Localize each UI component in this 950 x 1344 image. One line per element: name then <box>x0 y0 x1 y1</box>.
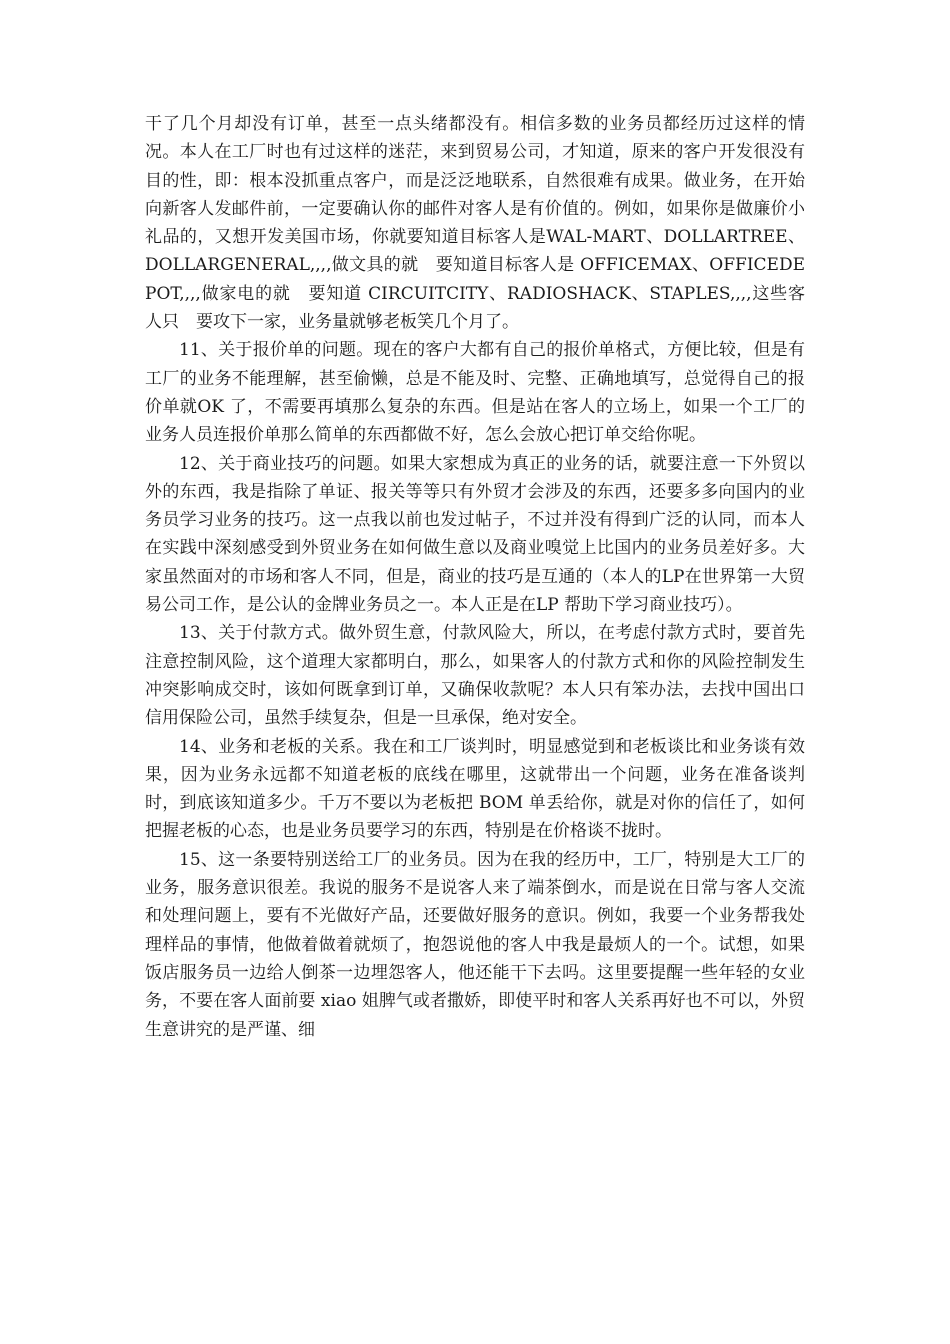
paragraph-intro: 干了几个月却没有订单，甚至一点头绪都没有。相信多数的业务员都经历过这样的情况。本人在工厂时也有过这样的迷茫，来到贸易公司，才知道，原来的客户开发很没有目的性，即：根本没抓重点客户，而是泛泛地联系，自然很难有成果。做业务，在开始向新客人发邮件前，一定要确认你的邮件对客人是有价值的。例如，如果你是做廉价小礼品的，又想开发美国市场，你就要知道目标客人是WAL-MART、DOLLARTREE、DOLLARGENERAL,,,,做文具的就 要知道目标客人是 OFFICEMAX、OFFICEDEPOT,,,,做家电的就 要知道 CIRCUITCITY、RADIOSHACK、STAPLES,,,,这些客人只 要攻下一家，业务量就够老板笑几个月了。 <box>145 114 805 333</box>
paragraph-item-12: 12、关于商业技巧的问题。如果大家想成为真正的业务的话，就要注意一下外贸以外的东西，我是指除了单证、报关等等只有外贸才会涉及的东西，还要多多向国内的业务员学习业务的技巧。这一点我以前也发过帖子，不过并没有得到广泛的认同，而本人在实践中深刻感受到外贸业务在如何做生意以及商业嗅觉上比国内的业务员差好多。大家虽然面对的市场和客人不同，但是，商业的技巧是互通的（本人的LP在世界第一大贸易公司工作，是公认的金牌业务员之一。本人正是在LP 帮助下学习商业技巧）。 <box>145 453 805 616</box>
document-page <box>145 110 805 1044</box>
paragraph-item-11: 11、关于报价单的问题。现在的客户大都有自己的报价单格式，方便比较，但是有工厂的业务不能理解，甚至偷懒，总是不能及时、完整、正确地填写，总觉得自己的报价单就OK 了，不需要再填那么复杂的东西。但是站在客人的立场上，如果一个工厂的业务人员连报价单那么简单的东西都做不好，怎么会放心把订单交给你呢。 <box>145 340 805 446</box>
paragraph-item-14: 14、业务和老板的关系。我在和工厂谈判时，明显感觉到和老板谈比和业务谈有效果，因为业务永远都不知道老板的底线在哪里，这就带出一个问题，业务在准备谈判时，到底该知道多少。千万不要以为老板把 BOM 单丢给你，就是对你的信任了，如何把握老板的心态，也是业务员要学习的东西，特别是在价格谈不拢时。 <box>145 736 805 842</box>
paragraph-item-13: 13、关于付款方式。做外贸生意，付款风险大，所以，在考虑付款方式时，要首先注意控制风险，这个道理大家都明白，那么，如果客人的付款方式和你的风险控制发生冲突影响成交时，该如何既拿到订单，又确保收款呢？本人只有笨办法，去找中国出口信用保险公司，虽然手续复杂，但是一旦承保，绝对安全。 <box>145 623 805 729</box>
paragraph-item-15: 15、这一条要特别送给工厂的业务员。因为在我的经历中，工厂，特别是大工厂的业务，服务意识很差。我说的服务不是说客人来了端茶倒水，而是说在日常与客人交流和处理问题上，要有不光做好产品，还要做好服务的意识。例如，我要一个业务帮我处理样品的事情，他做着做着就烦了，抱怨说他的客人中我是最烦人的一个。试想，如果饭店服务员一边给人倒茶一边埋怨客人，他还能干下去吗。这里要提醒一些年轻的女业务，不要在客人面前要 xiao 姐脾气或者撒娇，即使平时和客人关系再好也不可以，外贸生意讲究的是严谨、细 <box>145 849 805 1040</box>
